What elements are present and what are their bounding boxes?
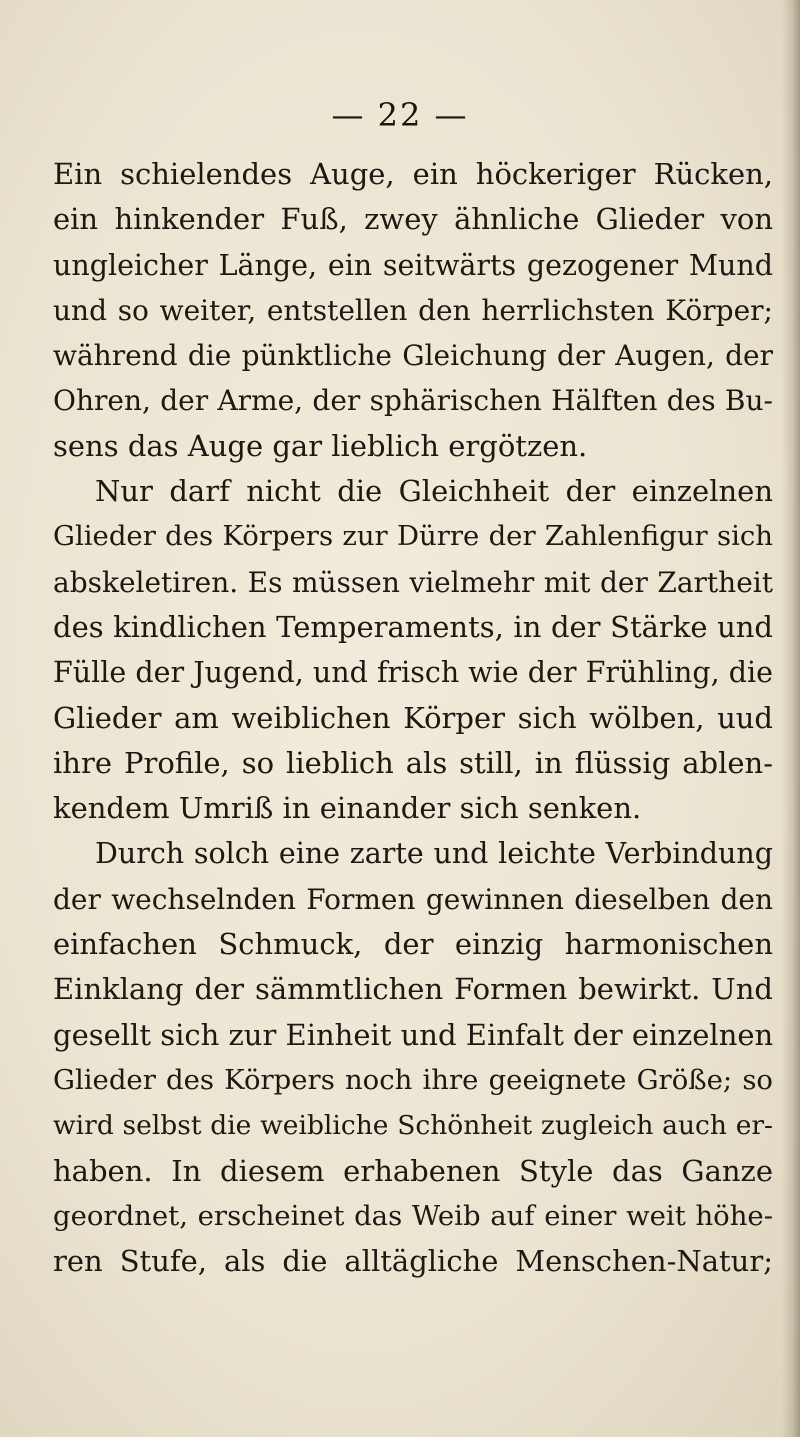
text-line-15: kendem Umriß in einander sich senken.: [53, 791, 642, 826]
page-number-header: — 22 —: [331, 96, 469, 134]
text-line-17: der wechselnden Formen gewinnen dieselben den: [53, 882, 773, 916]
text-line-1: Ein schielendes Auge, ein höckeriger Rücken,: [53, 157, 773, 191]
text-line-7: sens das Auge gar lieblich ergötzen.: [53, 428, 588, 463]
body-text: [53, 152, 773, 1284]
text-line-12: Fülle der Jugend, und frisch wie der Frühling, die: [53, 656, 773, 690]
text-line-25: ren Stufe, als die alltägliche Menschen-Natur;: [53, 1244, 773, 1279]
text-line-9: Glieder des Körpers zur Dürre der Zahlenfigur sich: [53, 520, 773, 553]
text-line-20: gesellt sich zur Einheit und Einfalt der einzelnen: [53, 1017, 773, 1052]
text-line-4: und so weiter, entstellen den herrlichsten Körper;: [53, 293, 773, 327]
text-line-18: einfachen Schmuck, der einzig harmonischen: [53, 927, 773, 962]
text-line-3: ungleicher Länge, ein seitwärts gezogener Mund: [53, 248, 773, 282]
text-line-21: Glieder des Körpers noch ihre geeignete Größe; so: [53, 1063, 773, 1096]
text-line-16: Durch solch eine zarte und leichte Verbindung: [95, 837, 773, 871]
text-line-13: Glieder am weiblichen Körper sich wölben, uud: [53, 700, 773, 735]
text-line-8: Nur darf nicht die Gleichheit der einzelnen: [95, 474, 773, 509]
text-line-11: des kindlichen Temperaments, in der Stärke und: [53, 609, 773, 644]
text-line-23: haben. In diesem erhabenen Style das Ganze: [53, 1153, 773, 1188]
text-line-14: ihre Profile, so lieblich als still, in flüssig ablen-: [53, 745, 773, 780]
text-line-2: ein hinkender Fuß, zwey ähnliche Glieder von: [53, 202, 773, 237]
text-line-6: Ohren, der Arme, der sphärischen Hälften des Bu-: [53, 384, 773, 418]
page-edge-shadow: [782, 0, 800, 1437]
text-line-22: wird selbst die weibliche Schönheit zugleich auch er-: [53, 1110, 773, 1142]
text-line-24: geordnet, erscheinet das Weib auf einer weit höhe-: [53, 1199, 773, 1232]
text-line-10: abskeletiren. Es müssen vielmehr mit der Zartheit: [53, 565, 773, 599]
text-line-5: während die pünktliche Gleichung der Augen, der: [53, 339, 773, 373]
text-line-19: Einklang der sämmtlichen Formen bewirkt. Und: [53, 972, 773, 1007]
